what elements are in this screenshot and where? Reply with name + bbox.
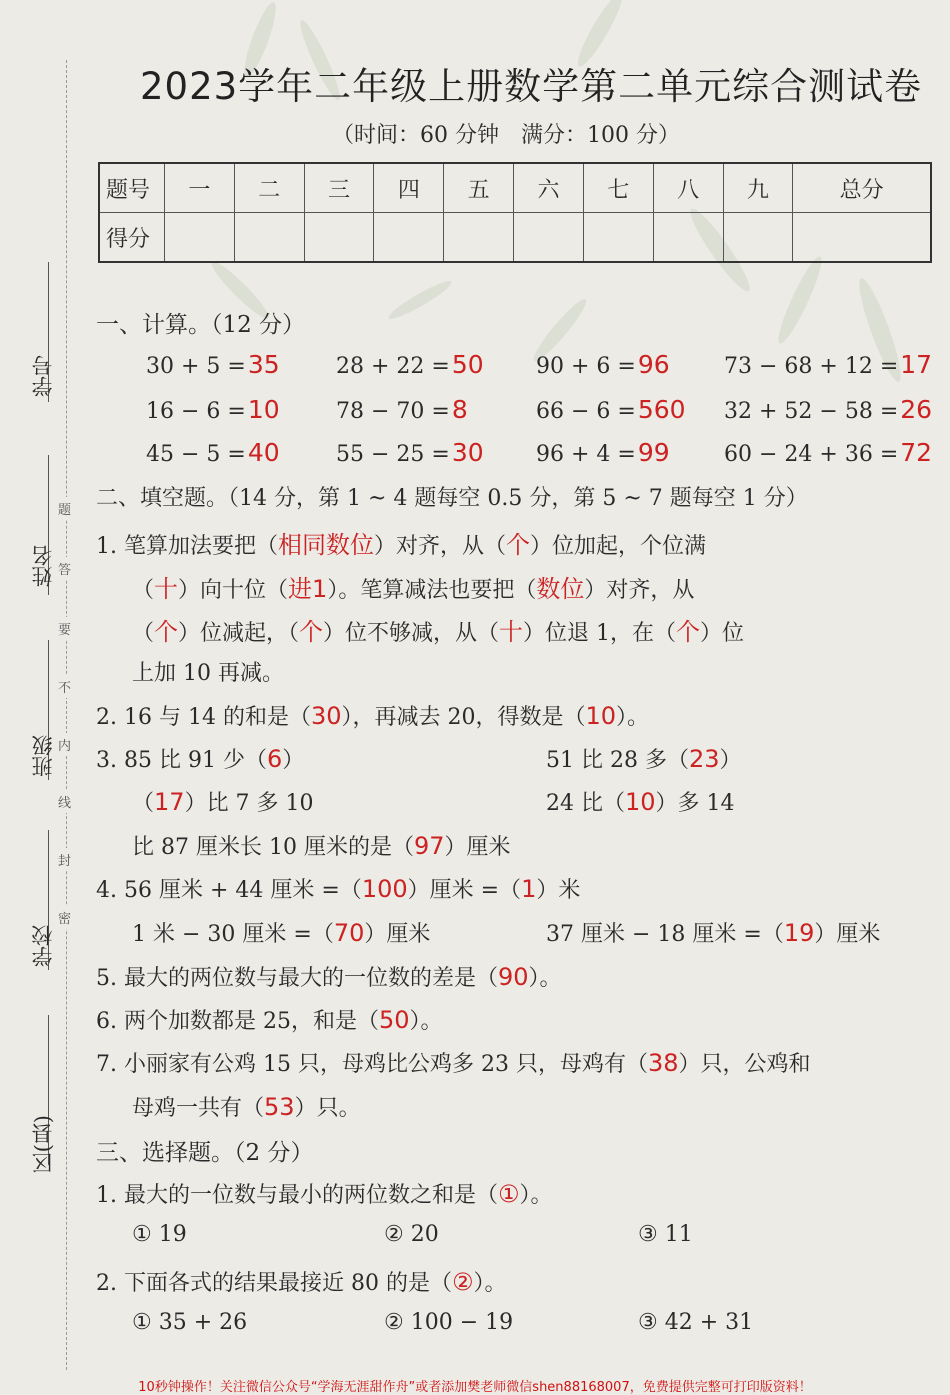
calc-expr: 96 + 4 =: [536, 442, 636, 467]
q2-1-line3: （个）位减起，（个）位不够减，从（十）位退 1，在（个）位: [132, 618, 745, 646]
calc-expr: 32 + 52 − 58 =: [724, 399, 899, 424]
calc-expr: 16 − 6 =: [146, 399, 246, 424]
answer: 17: [154, 788, 185, 816]
q2-3-part5: 比 87 厘米长 10 厘米的是（97）厘米: [132, 832, 511, 860]
xuexiao-label: 学校: [31, 925, 55, 967]
calc-answer: 50: [451, 350, 484, 379]
answer: 10: [625, 788, 656, 816]
q2-1-line4: 上加 10 再减。: [132, 661, 284, 686]
calc-answer: 560: [637, 395, 686, 424]
score-table: [98, 162, 932, 263]
q2-3-part3: （17）比 7 多 10: [132, 788, 314, 816]
calc-answer: 72: [900, 438, 933, 467]
quxian-label: 区(县): [31, 1115, 55, 1174]
answer: 个: [154, 618, 179, 646]
score-cell[interactable]: [583, 213, 653, 263]
calc-expr: 90 + 6 =: [536, 354, 636, 379]
q2-3-part2: 51 比 28 多（23）: [546, 745, 742, 773]
xuehao-label: 学号: [31, 355, 55, 397]
q2-5: 5. 最大的两位数与最大的一位数的差是（90）。: [96, 963, 562, 991]
q2-6: 6. 两个加数都是 25，和是（50）。: [96, 1006, 443, 1034]
calc-item: [536, 350, 670, 379]
score-cell[interactable]: [514, 213, 584, 263]
score-cell[interactable]: [234, 213, 304, 263]
answer: 进1: [288, 575, 328, 603]
score-cell[interactable]: [304, 213, 374, 263]
binding-dashed-line: [66, 60, 67, 1370]
banji-label: 班级: [31, 735, 55, 777]
score-table-score-row: [99, 213, 931, 263]
calc-expr: 78 − 70 =: [336, 399, 450, 424]
q3-2-option-2[interactable]: ② 100 − 19: [384, 1310, 514, 1335]
calc-expr: 45 − 5 =: [146, 442, 246, 467]
answer: 70: [333, 919, 365, 947]
calc-item: [536, 438, 670, 467]
q2-7-line2: 母鸡一共有（53）只。: [132, 1093, 361, 1121]
score-row-label: 得分: [99, 213, 165, 263]
answer: ①: [498, 1180, 520, 1208]
answer: 10: [585, 702, 617, 730]
answer: ②: [451, 1268, 474, 1296]
score-cell[interactable]: [374, 213, 444, 263]
answer: 53: [264, 1093, 295, 1121]
q2-1-line2: （十）向十位（进1）。笔算减法也要把（数位）对齐，从: [132, 575, 695, 603]
seal-char: 要: [58, 617, 71, 640]
answer: 19: [783, 919, 815, 947]
q3-1-option-3[interactable]: ③ 11: [638, 1222, 693, 1247]
seal-char: 答: [58, 557, 71, 580]
score-cell[interactable]: [165, 213, 235, 263]
score-cell[interactable]: [723, 213, 793, 263]
answer: 38: [647, 1049, 679, 1077]
q3-1: 1. 最大的一位数与最小的两位数之和是（①）。: [96, 1180, 553, 1208]
section2-heading: 二、填空题。（14 分，第 1 ~ 4 题每空 0.5 分，第 5 ~ 7 题每空 1 分）: [96, 486, 808, 511]
calc-answer: 17: [900, 350, 933, 379]
answer: 个: [299, 618, 324, 646]
calc-item: [146, 350, 280, 379]
answer: 个: [506, 531, 530, 559]
answer: 十: [154, 575, 179, 603]
calc-answer: 96: [637, 350, 670, 379]
score-cell[interactable]: [444, 213, 514, 263]
q2-1-line1: 1. 笔算加法要把（相同数位）对齐，从（个）位加起，个位满: [96, 531, 707, 559]
q3-2: 2. 下面各式的结果最接近 80 的是（②）。: [96, 1268, 507, 1296]
header-cell: 总分: [793, 163, 931, 213]
calc-expr: 60 − 24 + 36 =: [724, 442, 899, 467]
header-cell: 四: [374, 163, 444, 213]
header-cell: 题号: [99, 163, 165, 213]
calc-answer: 40: [247, 438, 280, 467]
calc-item: [724, 438, 932, 467]
q2-7-line1: 7. 小丽家有公鸡 15 只，母鸡比公鸡多 23 只，母鸡有（38）只，公鸡和: [96, 1049, 811, 1077]
calc-item: [146, 438, 280, 467]
score-table-header-row: [99, 163, 931, 213]
seal-char: 不: [58, 675, 71, 698]
q3-1-option-1[interactable]: ① 19: [132, 1222, 187, 1247]
q2-4-line1: 4. 56 厘米 + 44 厘米 =（100）厘米 =（1）米: [96, 875, 581, 903]
calc-item: [146, 395, 280, 424]
seal-char: 密: [58, 906, 71, 929]
score-cell[interactable]: [653, 213, 723, 263]
answer: 50: [378, 1006, 410, 1034]
section3-heading: 三、选择题。（2 分）: [96, 1140, 314, 1166]
header-cell: 七: [583, 163, 653, 213]
calc-expr: 28 + 22 =: [336, 354, 450, 379]
header-cell: 三: [304, 163, 374, 213]
calc-item: [724, 350, 932, 379]
q2-4-line2b: 37 厘米 − 18 厘米 =（19）厘米: [546, 919, 881, 947]
header-cell: 八: [653, 163, 723, 213]
calc-item: [336, 395, 468, 424]
seal-char: 封: [58, 848, 71, 871]
calc-item: [336, 438, 484, 467]
answer: 6: [266, 745, 283, 773]
calc-answer: 26: [900, 395, 933, 424]
q3-2-option-3[interactable]: ③ 42 + 31: [638, 1310, 754, 1335]
answer: 十: [499, 618, 524, 646]
xingming-label: 姓名: [31, 545, 55, 587]
seal-char: 题: [58, 497, 71, 520]
q3-2-option-1[interactable]: ① 35 + 26: [132, 1310, 248, 1335]
q3-1-option-2[interactable]: ② 20: [384, 1222, 439, 1247]
calc-answer: 10: [247, 395, 280, 424]
q2-4-line2a: 1 米 − 30 厘米 =（70）厘米: [132, 919, 431, 947]
footer-promo-text: 10秒钟操作！关注微信公众号“学海无涯甜作舟”或者添加樊老师微信shen88168007，免费提供完整可打印版资料！: [138, 1380, 812, 1395]
header-cell: 九: [723, 163, 793, 213]
calc-item: [536, 395, 686, 424]
calc-expr: 55 − 25 =: [336, 442, 450, 467]
calc-expr: 30 + 5 =: [146, 354, 246, 379]
score-cell[interactable]: [793, 213, 931, 263]
header-cell: 六: [514, 163, 584, 213]
answer: 30: [310, 702, 342, 730]
page-title: 2023学年二年级上册数学第二单元综合测试卷: [140, 65, 923, 108]
header-cell: 一: [165, 163, 235, 213]
seal-char: 内: [58, 733, 71, 756]
answer: 数位: [536, 575, 585, 603]
answer: 90: [498, 963, 529, 991]
calc-answer: 8: [451, 395, 468, 424]
answer: 100: [361, 875, 408, 903]
page-subtitle: （时间：60 分钟 满分：100 分）: [332, 123, 680, 148]
answer: 个: [676, 618, 701, 646]
calc-item: [336, 350, 484, 379]
section1-heading: 一、计算。（12 分）: [96, 312, 306, 338]
calc-expr: 66 − 6 =: [536, 399, 636, 424]
q2-3-part1: 3. 85 比 91 少（6）: [96, 745, 305, 773]
answer: 相同数位: [277, 531, 374, 559]
answer: 97: [413, 832, 445, 860]
header-cell: 五: [444, 163, 514, 213]
calc-expr: 73 − 68 + 12 =: [724, 354, 899, 379]
calc-answer: 35: [247, 350, 280, 379]
answer: 1: [521, 875, 537, 903]
calc-answer: 30: [451, 438, 484, 467]
q2-2: 2. 16 与 14 的和是（30），再减去 20，得数是（10）。: [96, 702, 650, 730]
seal-char: 线: [58, 790, 71, 813]
calc-answer: 99: [637, 438, 670, 467]
q2-3-part4: 24 比（10）多 14: [546, 788, 735, 816]
calc-item: [724, 395, 932, 424]
answer: 23: [688, 745, 720, 773]
header-cell: 二: [234, 163, 304, 213]
